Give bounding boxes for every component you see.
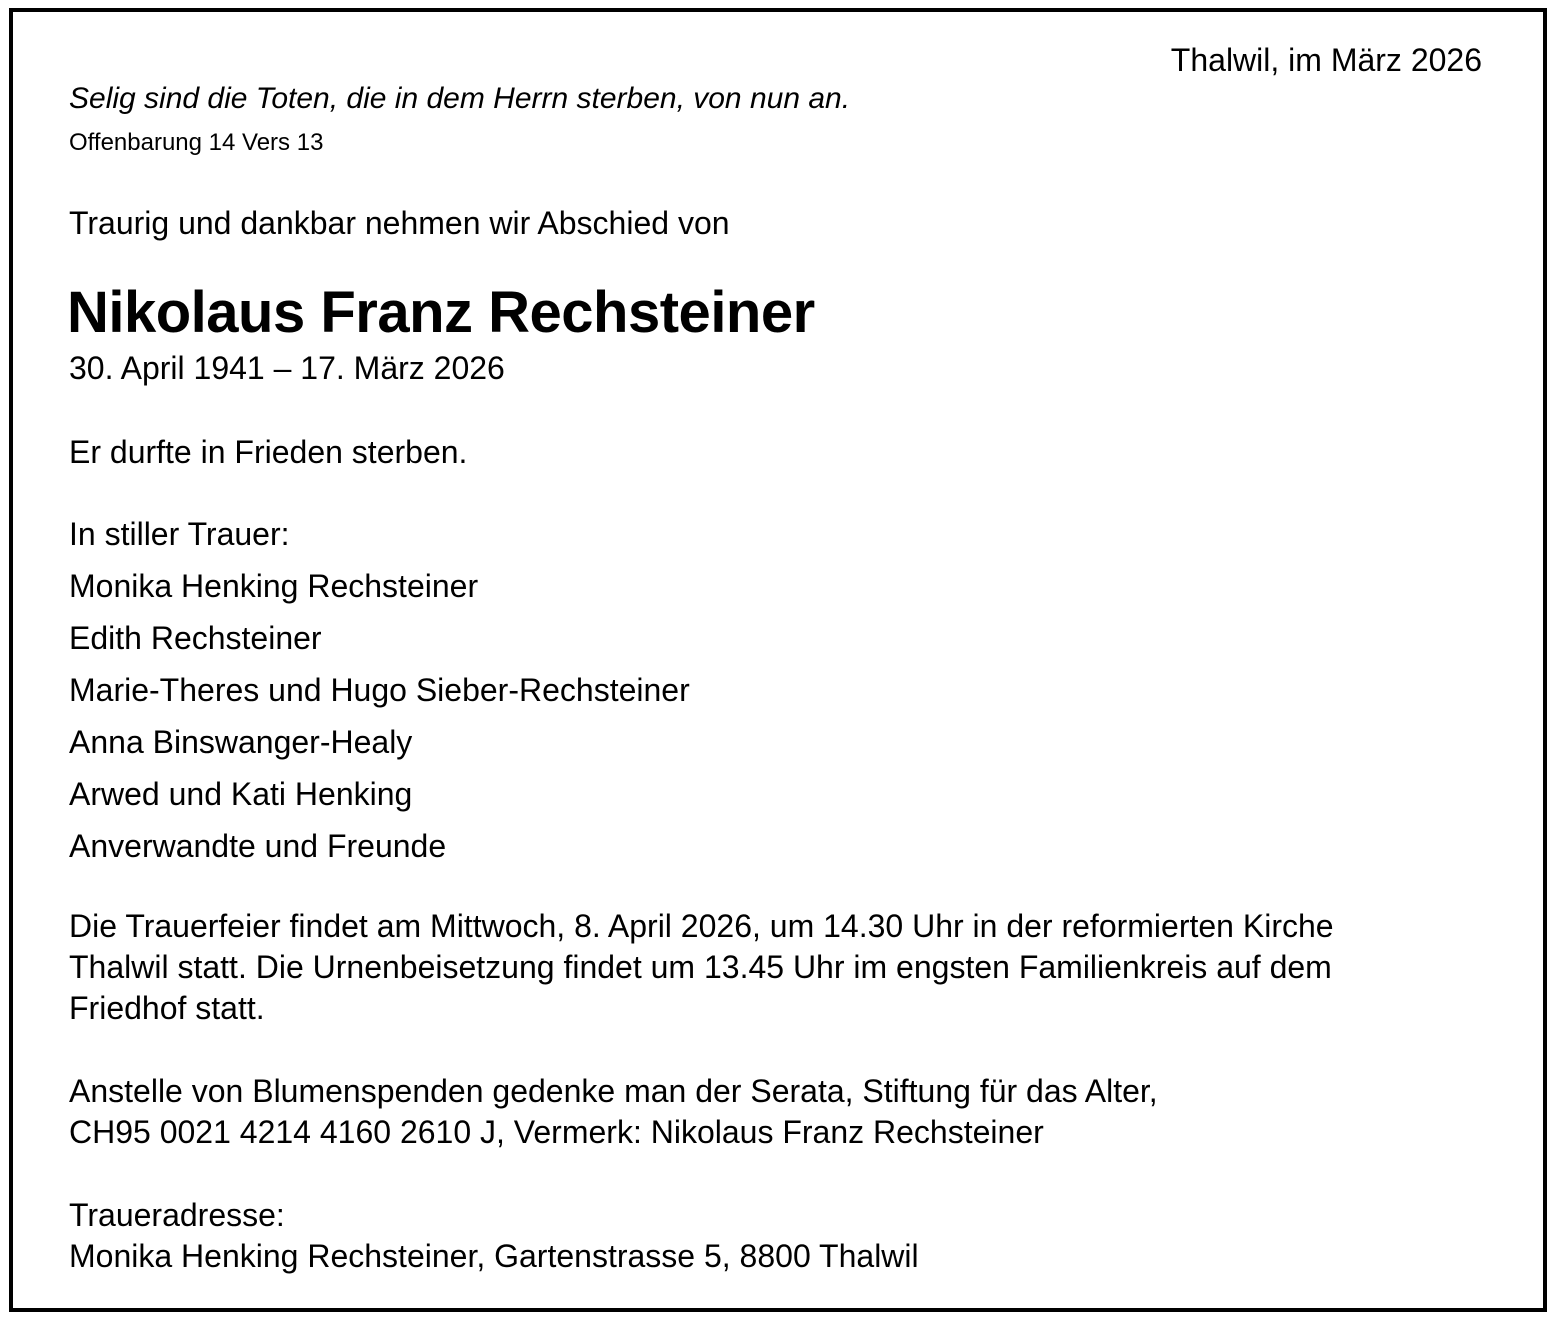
mourning-address [69,1195,919,1277]
address-label: Traueradresse: [69,1197,285,1233]
mourner-name: Anverwandte und Freunde [69,828,447,864]
farewell-intro: Traurig und dankbar nehmen wir Abschied von [69,205,730,241]
bible-verse: Selig sind die Toten, die in dem Herrn sterben, von nun an. [69,82,851,115]
peace-line: Er durfte in Frieden sterben. [69,434,468,470]
life-dates: 30. April 1941 – 17. März 2026 [69,350,505,386]
donation-note [69,1071,1158,1153]
donation-line: CH95 0021 4214 4160 2610 J, Vermerk: Nikolaus Franz Rechsteiner [69,1114,1044,1150]
mourner-name: Anna Binswanger-Healy [69,724,413,760]
mourners-title: In stiller Trauer: [69,516,290,552]
place-date: Thalwil, im März 2026 [1170,42,1482,78]
mourner-name: Monika Henking Rechsteiner [69,568,479,604]
bible-verse-reference: Offenbarung 14 Vers 13 [69,129,324,156]
mourner-name: Edith Rechsteiner [69,620,322,656]
funeral-line: Die Trauerfeier findet am Mittwoch, 8. April 2026, um 14.30 Uhr in der reformierten Kirche [69,908,1334,944]
funeral-line: Friedhof statt. [69,990,265,1026]
donation-line: Anstelle von Blumenspenden gedenke man der Serata, Stiftung für das Alter, [69,1073,1158,1109]
mourner-name: Marie-Theres und Hugo Sieber-Rechsteiner [69,672,690,708]
deceased-name: Nikolaus Franz Rechsteiner [67,280,815,345]
address-value: Monika Henking Rechsteiner, Gartenstrasse 5, 8800 Thalwil [69,1238,919,1274]
funeral-line: Thalwil statt. Die Urnenbeisetzung findet um 13.45 Uhr im engsten Familienkreis auf dem [69,949,1332,985]
mourner-name: Arwed und Kati Henking [69,776,413,812]
mourners-list [69,570,690,882]
funeral-details [69,906,1334,1029]
